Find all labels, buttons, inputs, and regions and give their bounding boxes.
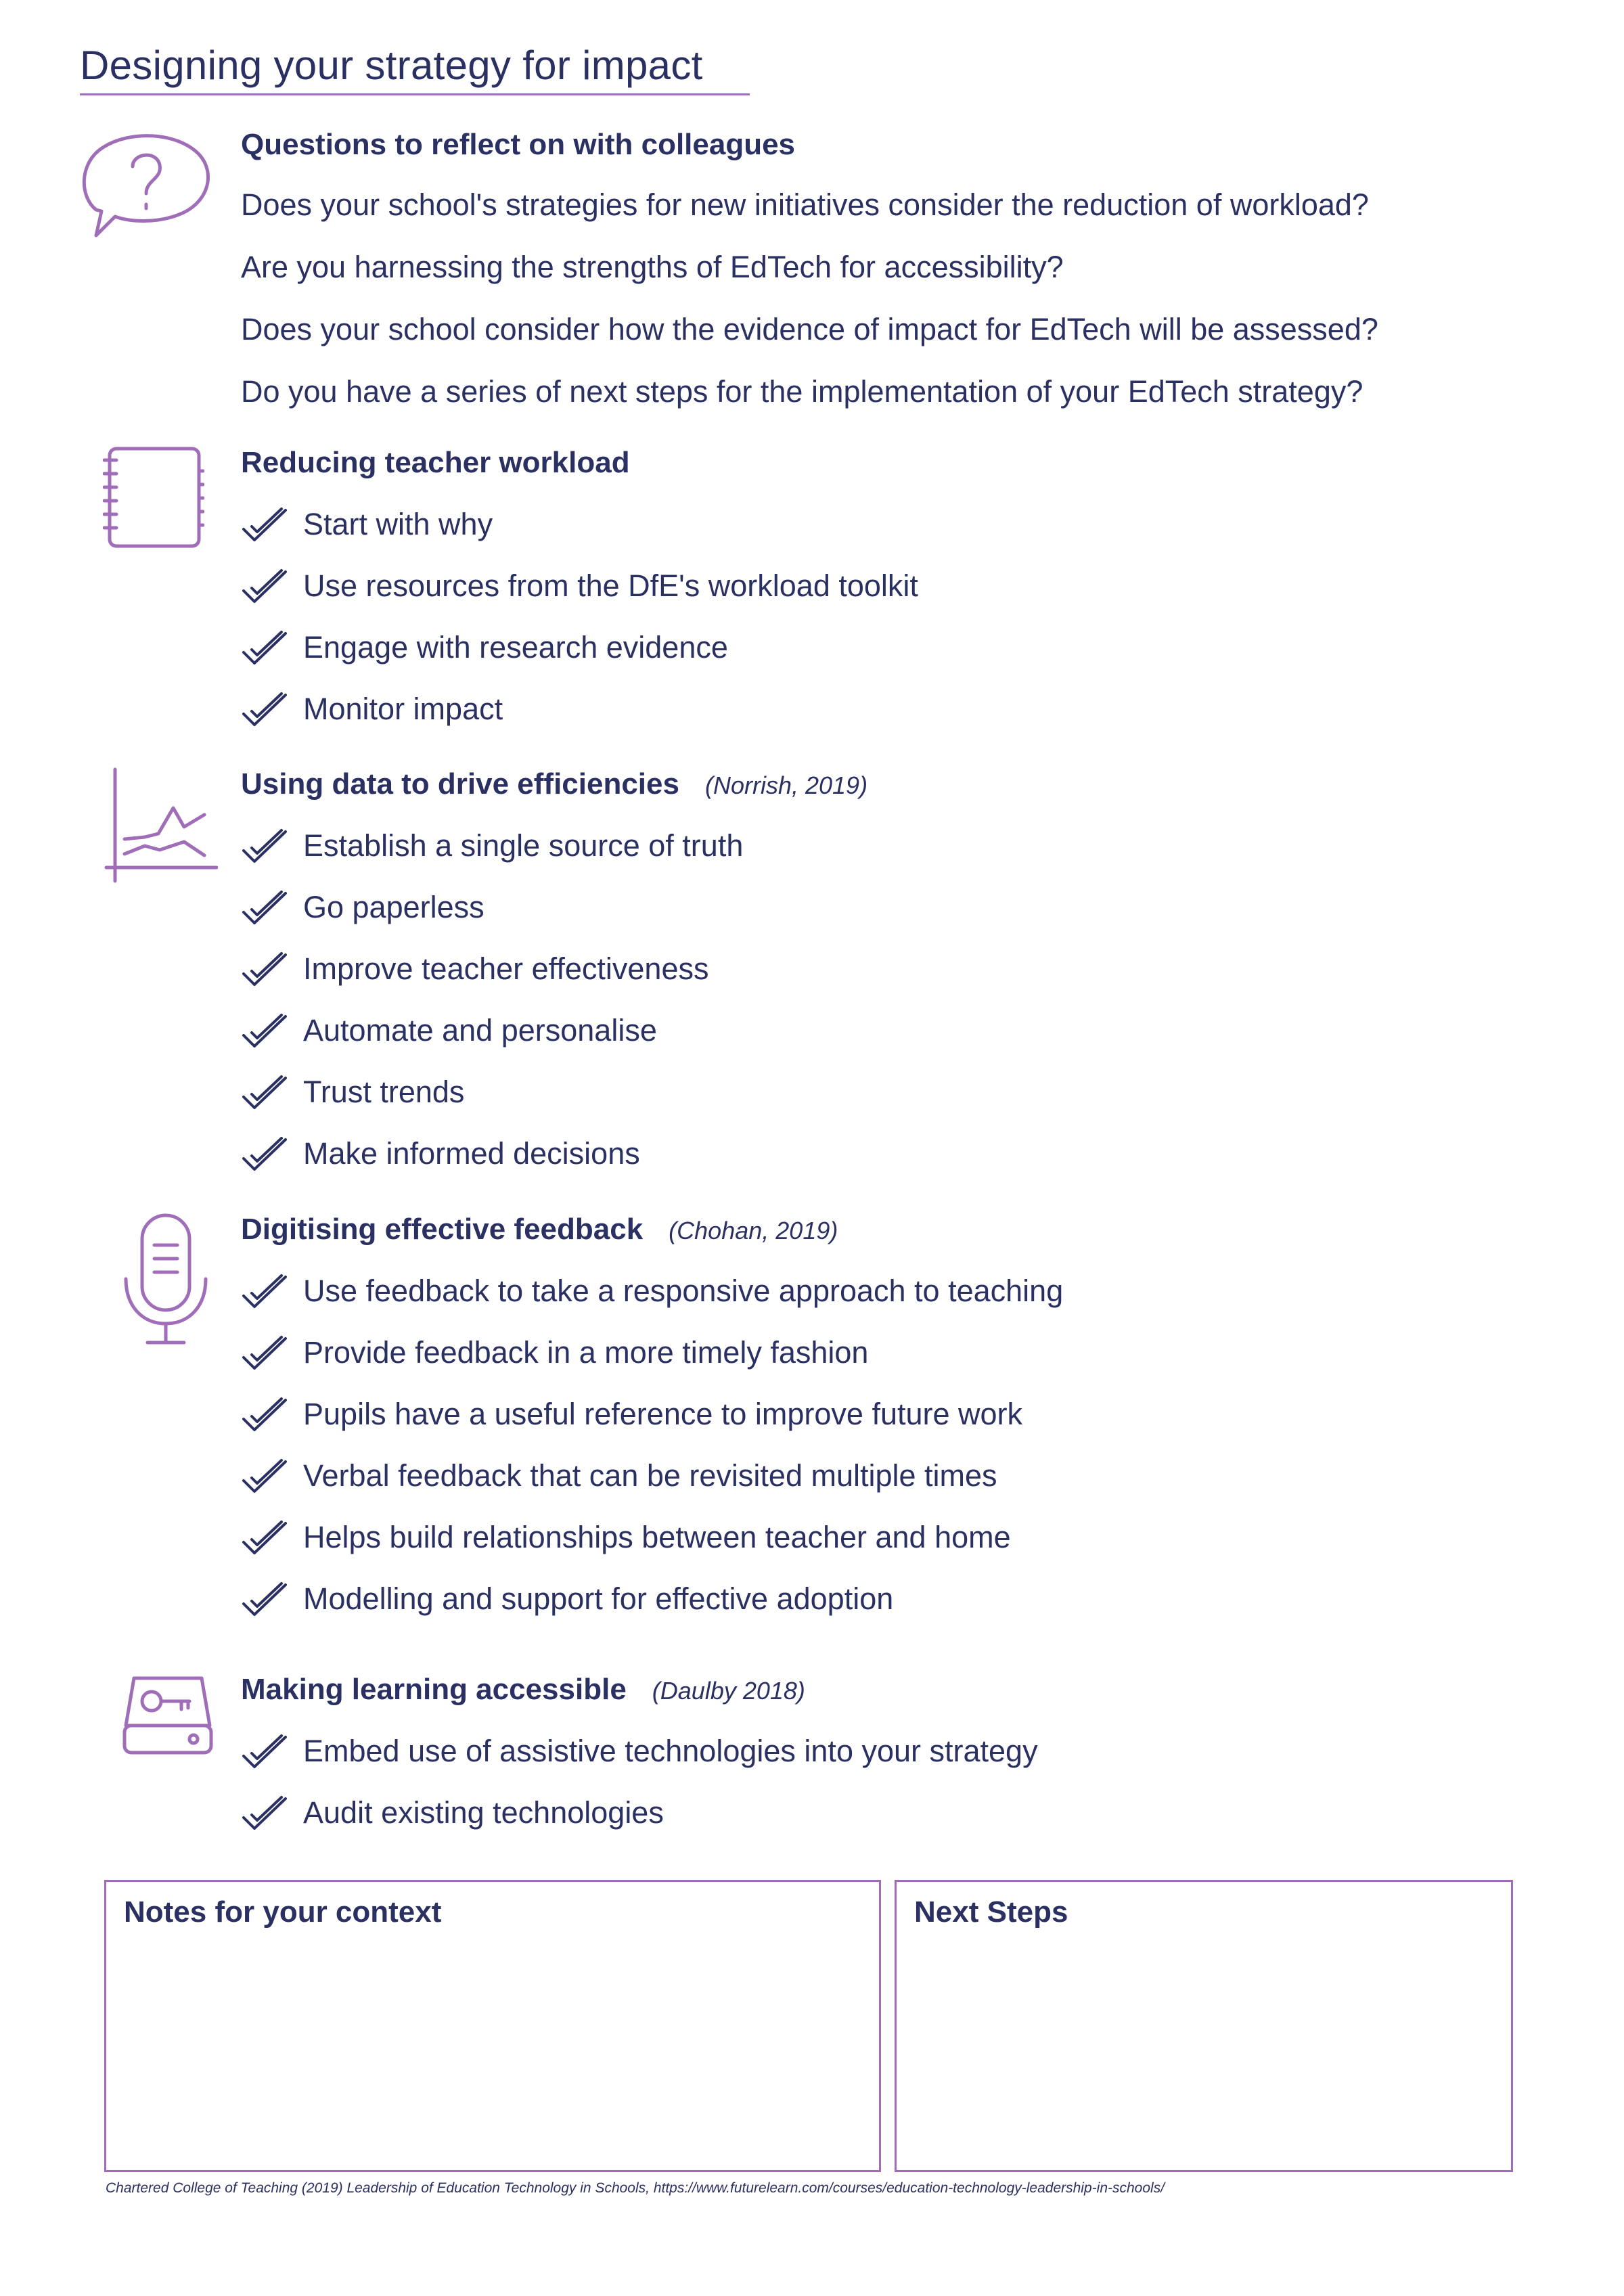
checklist-item-text: Embed use of assistive technologies into your strategy [303, 1734, 1038, 1768]
section-citation: (Daulby 2018) [652, 1677, 805, 1705]
footer-citation: Chartered College of Teaching (2019) Leadership of Education Technology in Schools, https://www.futurelearn.com/courses/education-technology-leadership-in-schools/ [106, 2180, 1165, 2196]
question-item: Are you harnessing the strengths of EdTech for accessibility? [241, 250, 1064, 284]
notes-box[interactable] [104, 1880, 881, 2172]
checklist-item-text: Improve teacher effectiveness [303, 951, 709, 986]
checklist-item-text: Monitor impact [303, 692, 503, 726]
question-item: Do you have a series of next steps for the implementation of your EdTech strategy? [241, 374, 1363, 409]
checkmark-icon [241, 1519, 292, 1557]
checkmark-icon [241, 1795, 292, 1832]
checklist-item-text: Helps build relationships between teacher and home [303, 1520, 1011, 1554]
next-steps-box[interactable] [895, 1880, 1513, 2172]
next-steps-box-label: Next Steps [914, 1895, 1068, 1929]
checklist-item-text: Go paperless [303, 890, 484, 924]
data-section [241, 767, 868, 1171]
line-chart-icon [103, 766, 218, 884]
notes-box-label: Notes for your context [124, 1895, 442, 1929]
section-heading-text: Making learning accessible [241, 1673, 627, 1706]
checklist-item-text: Provide feedback in a more timely fashion [303, 1335, 869, 1370]
question-item: Does your school consider how the evidence of impact for EdTech will be assessed? [241, 312, 1378, 346]
page-title: Designing your strategy for impact [80, 43, 703, 88]
checkmark-icon [241, 506, 292, 544]
checkmark-icon [241, 691, 292, 729]
section-heading-text: Digitising effective feedback [241, 1213, 644, 1246]
section-heading: Questions to reflect on with colleagues [241, 128, 796, 161]
checkmark-icon [241, 1396, 292, 1434]
accessible-section [241, 1673, 1038, 1830]
checklist-item-text: Automate and personalise [303, 1013, 657, 1048]
checkmark-icon [241, 1273, 292, 1311]
checkmark-icon [241, 629, 292, 667]
title-underline [80, 93, 750, 95]
checklist-item-text: Use resources from the DfE's workload toolkit [303, 568, 918, 603]
section-heading [241, 1215, 838, 1244]
checkmark-icon [241, 828, 292, 865]
checkmark-icon [241, 1074, 292, 1112]
checklist-item-text: Verbal feedback that can be revisited multiple times [303, 1458, 997, 1493]
checklist-item-text: Engage with research evidence [303, 630, 728, 665]
notebook-icon [103, 445, 204, 550]
question-item: Does your school's strategies for new initiatives consider the reduction of workload? [241, 187, 1369, 222]
questions-section [241, 128, 1378, 409]
checklist-item-text: Modelling and support for effective adoption [303, 1581, 894, 1616]
checkmark-icon [241, 1733, 292, 1771]
section-citation: (Chohan, 2019) [669, 1217, 838, 1244]
checkmark-icon [241, 951, 292, 989]
checkmark-icon [241, 1135, 292, 1173]
checklist-item-text: Start with why [303, 507, 493, 541]
checkmark-icon [241, 1458, 292, 1495]
drive-key-icon [120, 1671, 215, 1759]
checklist-item-text: Trust trends [303, 1075, 465, 1109]
checkmark-icon [241, 568, 292, 606]
workload-section [241, 446, 918, 726]
checklist-item-text: Establish a single source of truth [303, 828, 744, 863]
feedback-section [241, 1213, 1064, 1616]
microphone-icon [122, 1211, 210, 1347]
checkmark-icon [241, 1012, 292, 1050]
checklist-item-text: Pupils have a useful reference to improve future work [303, 1397, 1023, 1431]
section-heading: Reducing teacher workload [241, 446, 630, 479]
checkmark-icon [241, 889, 292, 927]
section-citation: (Norrish, 2019) [704, 771, 868, 799]
checklist-item-text: Audit existing technologies [303, 1795, 664, 1830]
speech-bubble-question-icon [76, 129, 215, 244]
section-heading [241, 1675, 805, 1705]
checklist-item-text: Use feedback to take a responsive approach to teaching [303, 1274, 1064, 1308]
section-heading [241, 769, 867, 799]
section-heading-text: Using data to drive efficiencies [241, 767, 679, 801]
checkmark-icon [241, 1334, 292, 1372]
checklist-item-text: Make informed decisions [303, 1136, 640, 1171]
checkmark-icon [241, 1581, 292, 1619]
